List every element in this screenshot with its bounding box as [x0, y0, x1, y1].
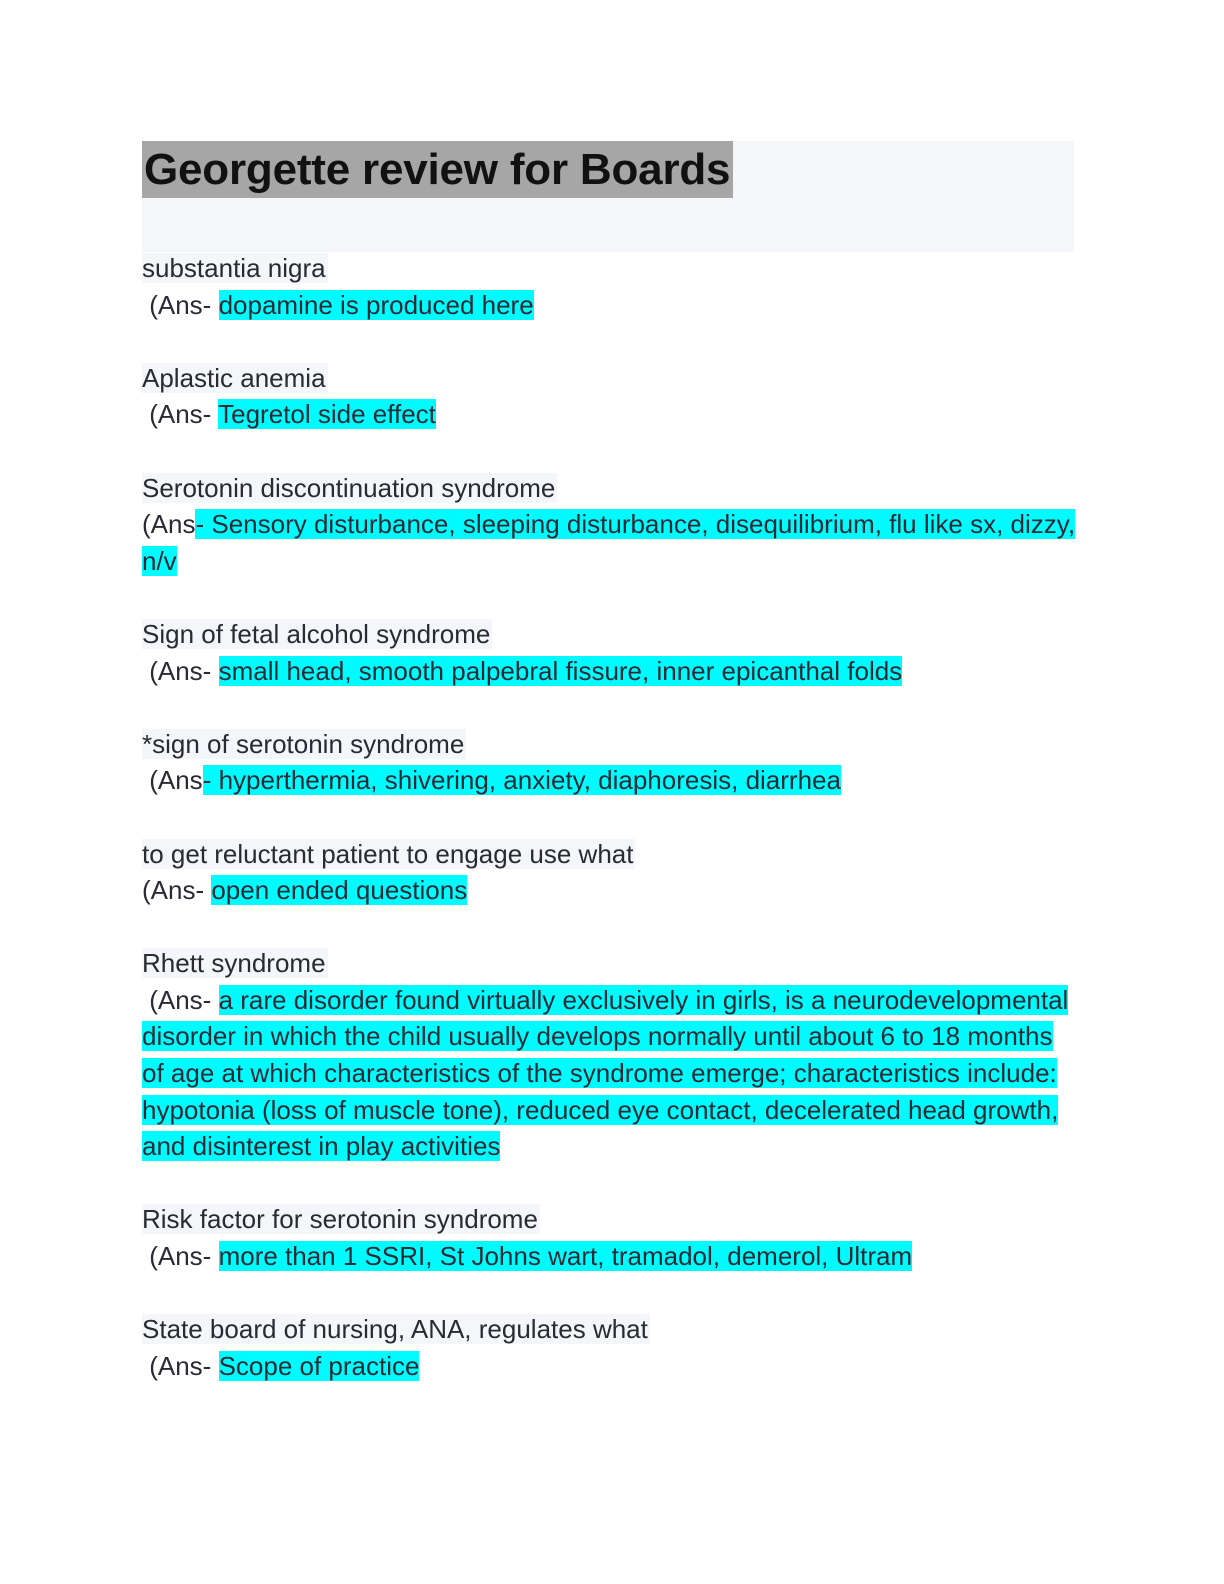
answer-text: Tegretol side effect: [218, 399, 436, 430]
answer-prefix: (Ans-: [142, 399, 219, 430]
qa-item: [142, 1201, 1077, 1274]
document-title: Georgette review for Boards: [142, 141, 733, 198]
question-text: Serotonin discontinuation syndrome: [142, 472, 556, 503]
qa-item: [142, 1311, 1077, 1384]
qa-item: [142, 470, 1077, 580]
answer-prefix: (Ans-: [142, 1350, 219, 1381]
qa-item: [142, 836, 1077, 909]
question-text: to get reluctant patient to engage use what: [142, 838, 634, 869]
answer-line: [142, 396, 1077, 433]
qa-item: [142, 616, 1077, 689]
answer-prefix: (Ans-: [142, 984, 219, 1015]
answer-line: [142, 762, 1077, 799]
answer-line: [142, 872, 1077, 909]
answer-text: - hyperthermia, shivering, anxiety, diaphoresis, diarrhea: [202, 765, 841, 796]
question-text: Risk factor for serotonin syndrome: [142, 1204, 538, 1235]
answer-text: a rare disorder found virtually exclusively in girls, is a neurodevelopmental disorder in which the child usually develops normally until about 6 to 18 months of age at which characteristics of the syndrome emerge; characteristics include: hypotonia (loss of muscle tone), reduced eye contact, decelerated head growth, and disinterest in play activities: [142, 984, 1069, 1162]
question-text: Aplastic anemia: [142, 362, 326, 393]
answer-prefix: (Ans-: [142, 875, 212, 906]
answer-text: small head, smooth palpebral fissure, inner epicanthal folds: [218, 655, 903, 686]
qa-item: [142, 945, 1077, 1165]
answer-line: [142, 1238, 1077, 1275]
answer-text: more than 1 SSRI, St Johns wart, tramadol, demerol, Ultram: [218, 1241, 913, 1272]
question-text: *sign of serotonin syndrome: [142, 728, 465, 759]
answer-line: [142, 287, 1077, 324]
question-text: substantia nigra: [142, 253, 326, 283]
answer-line: [142, 506, 1077, 579]
answer-prefix: (Ans-: [142, 289, 219, 320]
question-text: Sign of fetal alcohol syndrome: [142, 618, 491, 649]
qa-item: [142, 250, 1077, 323]
answer-prefix: (Ans-: [142, 655, 219, 686]
question-text: State board of nursing, ANA, regulates what: [142, 1314, 648, 1345]
qa-item: [142, 726, 1077, 799]
answer-line: [142, 982, 1077, 1165]
qa-item: [142, 360, 1077, 433]
qa-list: [142, 250, 1077, 1421]
answer-text: dopamine is produced here: [218, 289, 534, 320]
answer-line: [142, 653, 1077, 690]
question-text: Rhett syndrome: [142, 948, 326, 979]
answer-text: open ended questions: [211, 875, 468, 906]
title-block: [142, 141, 1074, 252]
answer-text: Scope of practice: [218, 1350, 420, 1381]
answer-prefix: (Ans: [142, 765, 203, 796]
answer-text: - Sensory disturbance, sleeping disturbance, disequilibrium, flu like sx, dizzy, n/v: [142, 509, 1076, 576]
answer-line: [142, 1348, 1077, 1385]
answer-prefix: (Ans: [142, 509, 196, 540]
answer-prefix: (Ans-: [142, 1241, 219, 1272]
